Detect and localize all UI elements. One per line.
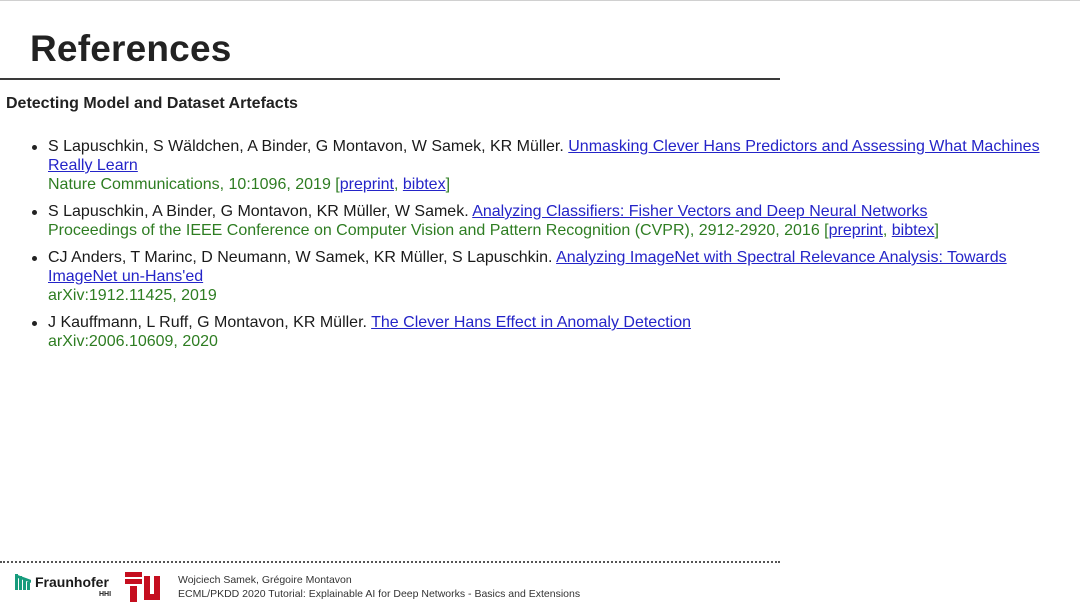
fraunhofer-logo <box>15 574 120 600</box>
footer-divider <box>0 561 780 563</box>
top-border <box>0 0 1080 1</box>
reference-item <box>48 248 1060 305</box>
footer-event: ECML/PKDD 2020 Tutorial: Explainable AI for Deep Networks - Basics and Extensions <box>178 588 581 600</box>
reference-authors: S Lapuschkin, S Wäldchen, A Binder, G Montavon, W Samek, KR Müller. <box>48 138 564 155</box>
reference-list <box>48 137 1060 359</box>
tu-berlin-logo-icon <box>125 572 161 602</box>
reference-item <box>48 137 1060 194</box>
reference-venue: Nature Communications, 10:1096, 2019 <box>48 176 331 193</box>
reference-title-link[interactable]: Analyzing Classifiers: Fisher Vectors and Deep Neural Networks <box>472 203 928 220</box>
reference-title-link[interactable]: Analyzing ImageNet with Spectral Relevance Analysis: Towards ImageNet un-Hans'ed <box>48 249 1007 285</box>
reference-item <box>48 202 1060 240</box>
footer-credits <box>178 573 580 601</box>
reference-venue-line <box>48 332 1060 351</box>
fraunhofer-logo-text: Fraunhofer <box>35 574 109 590</box>
reference-authors: S Lapuschkin, A Binder, G Montavon, KR Müller, W Samek. <box>48 203 469 220</box>
reference-venue-line <box>48 286 1060 305</box>
reference-venue: arXiv:1912.11425, 2019 <box>48 287 217 304</box>
reference-title-link[interactable]: Unmasking Clever Hans Predictors and Assessing What Machines Really Learn <box>48 138 1040 174</box>
reference-title-link[interactable]: The Clever Hans Effect in Anomaly Detection <box>371 314 691 331</box>
reference-authors: CJ Anders, T Marinc, D Neumann, W Samek, KR Müller, S Lapuschkin. <box>48 249 553 266</box>
fraunhofer-logo-subtext: HHI <box>99 591 112 598</box>
reference-venue-line: Proceedings of the IEEE Conference on Computer Vision and Pattern Recognition (CVPR), 2912-2920, 2016 [preprint, bibtex] <box>48 222 939 239</box>
reference-item <box>48 313 1060 351</box>
title-divider <box>0 78 780 80</box>
reference-preprint-link[interactable]: preprint <box>828 222 883 239</box>
reference-bibtex-link[interactable]: bibtex <box>402 176 446 193</box>
reference-authors: J Kauffmann, L Ruff, G Montavon, KR Müller. <box>48 314 367 331</box>
section-heading: Detecting Model and Dataset Artefacts <box>6 95 298 112</box>
reference-venue: arXiv:2006.10609, 2020 <box>48 333 218 350</box>
slide-title: References <box>30 28 232 69</box>
reference-bibtex-link[interactable]: bibtex <box>891 222 935 239</box>
footer-authors: Wojciech Samek, Grégoire Montavon <box>178 574 352 586</box>
fraunhofer-mark-icon <box>15 574 33 590</box>
reference-preprint-link[interactable]: preprint <box>339 176 394 193</box>
reference-venue-line: Nature Communications, 10:1096, 2019 [preprint, bibtex] <box>48 176 451 193</box>
reference-venue: Proceedings of the IEEE Conference on Computer Vision and Pattern Recognition (CVPR), 2912-2920, 2016 <box>48 222 820 239</box>
